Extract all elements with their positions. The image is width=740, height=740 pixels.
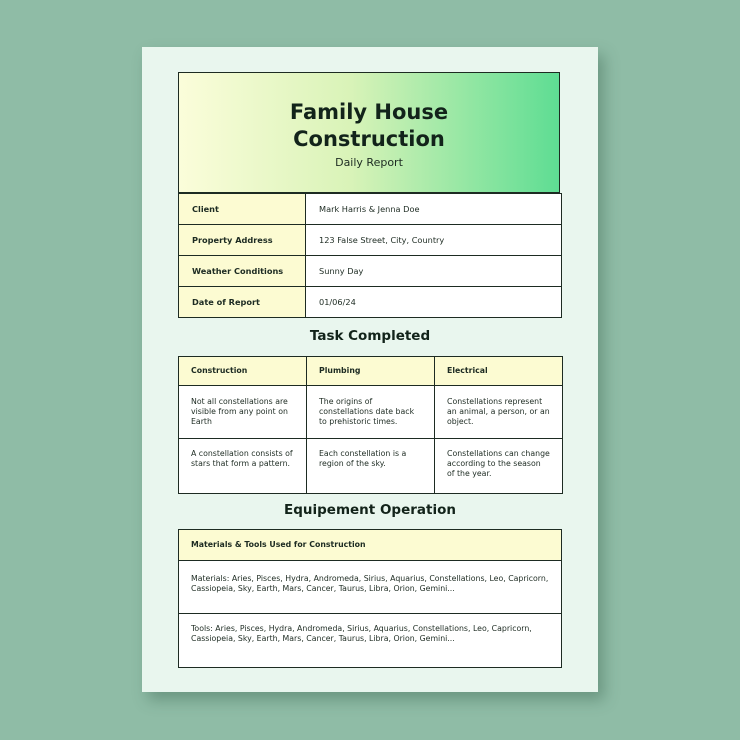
info-row: [179, 256, 562, 287]
task-completed-heading: Task Completed: [309, 328, 431, 344]
equipment-operation-heading: Equipement Operation: [284, 502, 456, 518]
property-address-label: Property Address: [179, 225, 306, 256]
info-row: [179, 287, 562, 318]
task-cell: Constellations represent an animal, a person, or an object.: [435, 386, 563, 439]
info-row: [179, 194, 562, 225]
weather-conditions-label: Weather Conditions: [179, 256, 306, 287]
table-header-row: [179, 357, 563, 386]
report-header: [178, 72, 560, 193]
electrical-header: Electrical: [435, 357, 563, 386]
report-subtitle: Daily Report: [335, 156, 403, 169]
plumbing-header: Plumbing: [307, 357, 435, 386]
report-title-line-2: Construction: [293, 127, 445, 151]
report-title: [179, 99, 559, 153]
table-row: [179, 614, 562, 668]
task-cell: Not all constellations are visible from any point on Earth: [179, 386, 307, 439]
tools-cell: Tools: Aries, Pisces, Hydra, Andromeda, Sirius, Aquarius, Constellations, Leo, Capricorn, Cassiopeia, Sky, Earth, Mars, Cancer, Taurus, Libra, Orion, Gemini...: [179, 614, 562, 668]
materials-cell: Materials: Aries, Pisces, Hydra, Andromeda, Sirius, Aquarius, Constellations, Leo, Capricorn, Cassiopeia, Sky, Earth, Mars, Cancer, Taurus, Libra, Orion, Gemini...: [179, 561, 562, 614]
report-page: [142, 47, 598, 692]
task-completed-table: [178, 356, 563, 494]
project-info-table: [178, 193, 562, 318]
report-title-line-1: Family House: [289, 100, 449, 124]
task-cell: Each constellation is a region of the sky.: [307, 439, 435, 494]
table-header-row: [179, 530, 562, 561]
construction-header: Construction: [179, 357, 307, 386]
table-row: [179, 561, 562, 614]
table-row: [179, 386, 563, 439]
property-address-value: 123 False Street, City, Country: [306, 225, 562, 256]
client-value: Mark Harris & Jenna Doe: [306, 194, 562, 225]
table-row: [179, 439, 563, 494]
weather-conditions-value: Sunny Day: [306, 256, 562, 287]
date-of-report-value: 01/06/24: [306, 287, 562, 318]
date-of-report-label: Date of Report: [179, 287, 306, 318]
info-row: [179, 225, 562, 256]
task-cell: The origins of constellations date back to prehistoric times.: [307, 386, 435, 439]
materials-tools-header: Materials & Tools Used for Construction: [179, 530, 562, 561]
task-cell: A constellation consists of stars that form a pattern.: [179, 439, 307, 494]
equipment-table: [178, 529, 562, 668]
client-label: Client: [179, 194, 306, 225]
task-cell: Constellations can change according to the season of the year.: [435, 439, 563, 494]
